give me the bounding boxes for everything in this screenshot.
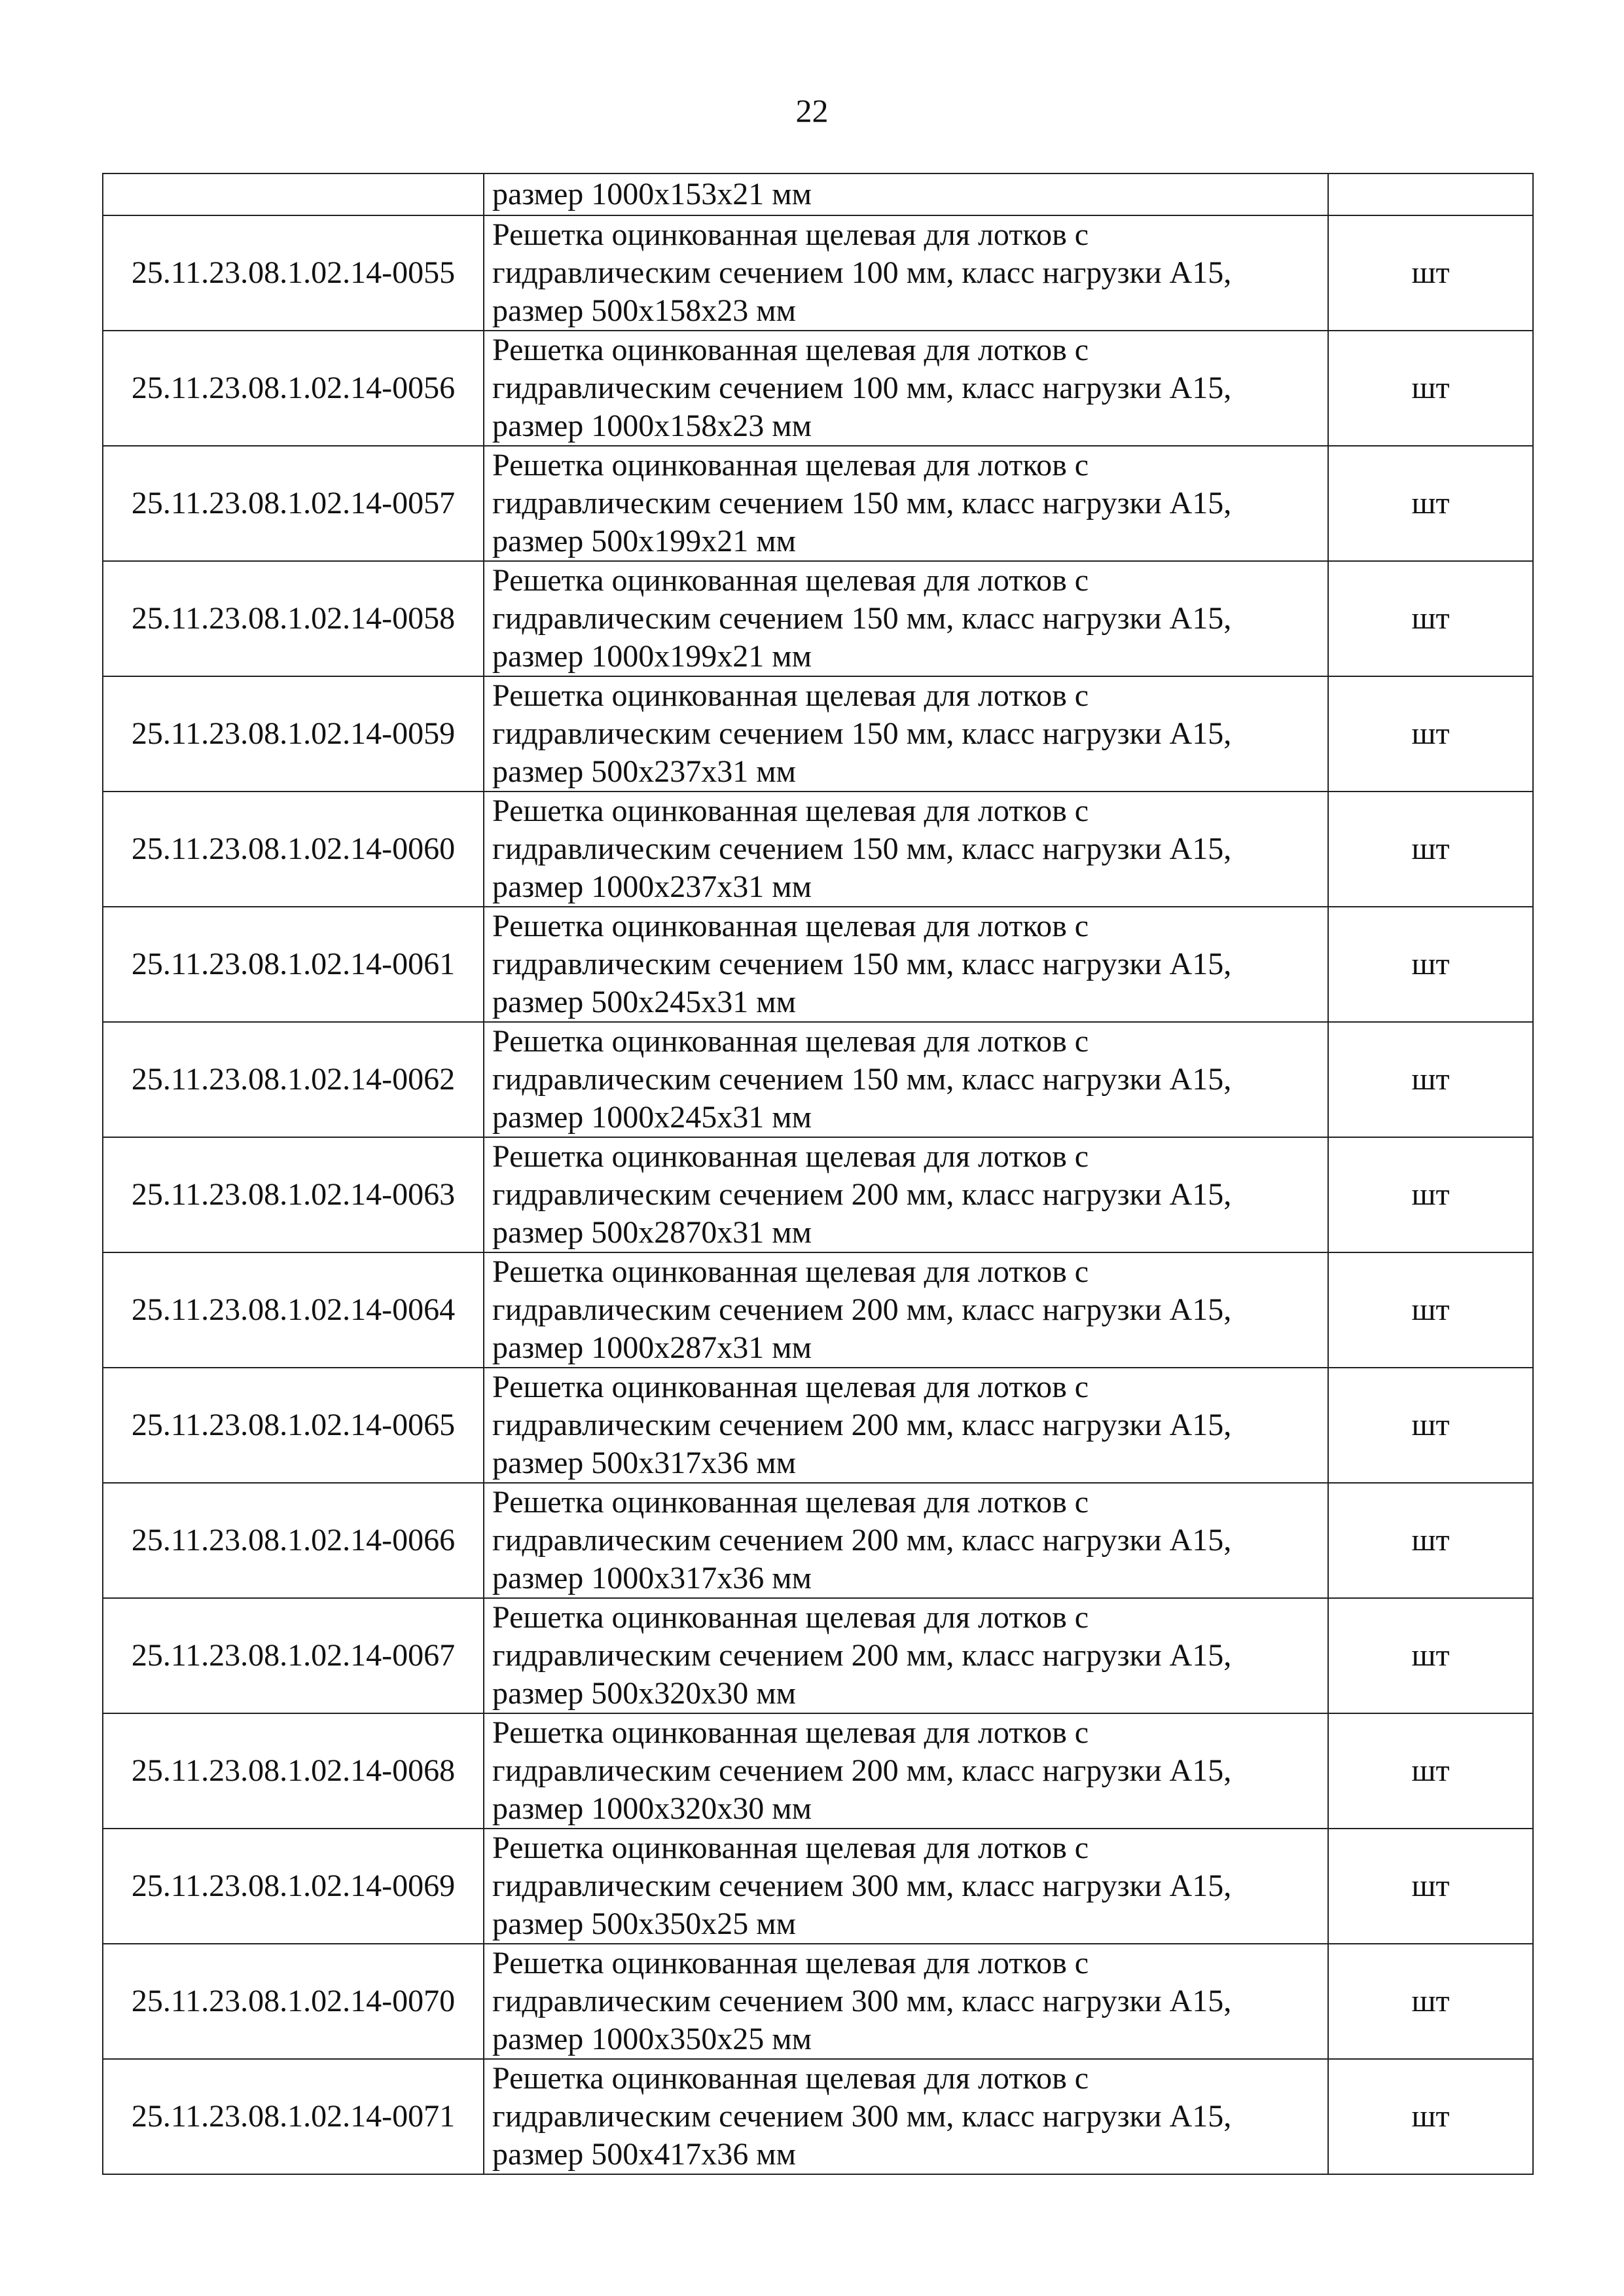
code-cell: 25.11.23.08.1.02.14-0061	[103, 907, 484, 1022]
code-cell: 25.11.23.08.1.02.14-0063	[103, 1137, 484, 1252]
table-row	[103, 446, 1533, 561]
description-line: Решетка оцинкованная щелевая для лотков с	[492, 1139, 1089, 1174]
description-cell	[484, 907, 1328, 1022]
description-cell	[484, 1598, 1328, 1713]
description-line: Решетка оцинкованная щелевая для лотков с	[492, 909, 1089, 943]
unit-cell: шт	[1328, 1944, 1533, 2059]
description-line: Решетка оцинкованная щелевая для лотков с	[492, 1024, 1089, 1059]
unit-cell: шт	[1328, 1829, 1533, 1944]
description-line: гидравлическим сечением 150 мм, класс нагрузки А15,	[492, 947, 1232, 981]
code-cell: 25.11.23.08.1.02.14-0066	[103, 1483, 484, 1598]
description-line: гидравлическим сечением 300 мм, класс нагрузки А15,	[492, 2099, 1232, 2134]
code-cell: 25.11.23.08.1.02.14-0062	[103, 1022, 484, 1137]
table-row	[103, 1483, 1533, 1598]
description-line: размер 1000x350x25 мм	[492, 2022, 812, 2056]
description-line: гидравлическим сечением 150 мм, класс нагрузки А15,	[492, 831, 1232, 866]
table-row	[103, 1598, 1533, 1713]
description-line: размер 500x350x25 мм	[492, 1906, 797, 1941]
unit-cell: шт	[1328, 676, 1533, 792]
unit-cell: шт	[1328, 331, 1533, 446]
unit-cell: шт	[1328, 215, 1533, 331]
description-cell	[484, 1713, 1328, 1829]
resource-table	[102, 173, 1534, 2175]
table-row-continued	[103, 173, 1533, 215]
description-line: Решетка оцинкованная щелевая для лотков с	[492, 333, 1089, 367]
table-row	[103, 1829, 1533, 1944]
table-row	[103, 676, 1533, 792]
description-cell	[484, 1022, 1328, 1137]
description-line: Решетка оцинкованная щелевая для лотков с	[492, 1600, 1089, 1635]
description-line: Решетка оцинкованная щелевая для лотков с	[492, 1715, 1089, 1750]
description-line: гидравлическим сечением 200 мм, класс нагрузки А15,	[492, 1177, 1232, 1212]
code-cell	[103, 173, 484, 215]
description-line: Решетка оцинкованная щелевая для лотков с	[492, 1946, 1089, 1980]
unit-cell: шт	[1328, 907, 1533, 1022]
description-line: гидравлическим сечением 200 мм, класс нагрузки А15,	[492, 1523, 1232, 1558]
code-cell: 25.11.23.08.1.02.14-0057	[103, 446, 484, 561]
description-cell	[484, 561, 1328, 676]
table-row	[103, 331, 1533, 446]
description-cell	[484, 331, 1328, 446]
description-line: Решетка оцинкованная щелевая для лотков с	[492, 1831, 1089, 1865]
description-cell	[484, 1944, 1328, 2059]
table-row	[103, 1368, 1533, 1483]
code-cell: 25.11.23.08.1.02.14-0069	[103, 1829, 484, 1944]
description-line: размер 500x320x30 мм	[492, 1676, 797, 1711]
unit-cell: шт	[1328, 2059, 1533, 2174]
description-line: гидравлическим сечением 200 мм, класс нагрузки А15,	[492, 1753, 1232, 1788]
description-line: размер 1000x199x21 мм	[492, 639, 812, 674]
code-cell: 25.11.23.08.1.02.14-0055	[103, 215, 484, 331]
description-cell	[484, 792, 1328, 907]
description-cell	[484, 676, 1328, 792]
table-row	[103, 1022, 1533, 1137]
description-line: размер 1000x158x23 мм	[492, 409, 812, 443]
description-line: размер 1000x320x30 мм	[492, 1791, 812, 1826]
code-cell: 25.11.23.08.1.02.14-0065	[103, 1368, 484, 1483]
unit-cell: шт	[1328, 792, 1533, 907]
description-line: размер 500x317x36 мм	[492, 1446, 797, 1480]
unit-cell: шт	[1328, 446, 1533, 561]
table-row	[103, 1944, 1533, 2059]
unit-cell: шт	[1328, 1137, 1533, 1252]
description-cell	[484, 2059, 1328, 2174]
unit-cell: шт	[1328, 1022, 1533, 1137]
code-cell: 25.11.23.08.1.02.14-0067	[103, 1598, 484, 1713]
unit-cell: шт	[1328, 1713, 1533, 1829]
table-row	[103, 1252, 1533, 1368]
description-line: гидравлическим сечением 150 мм, класс нагрузки А15,	[492, 716, 1232, 751]
table-row	[103, 907, 1533, 1022]
description-line: Решетка оцинкованная щелевая для лотков с	[492, 2061, 1089, 2096]
description-line: Решетка оцинкованная щелевая для лотков с	[492, 448, 1089, 483]
description-line: Решетка оцинкованная щелевая для лотков с	[492, 217, 1089, 252]
table-row	[103, 1713, 1533, 1829]
description-line: размер 1000x237x31 мм	[492, 869, 812, 904]
description-cell	[484, 446, 1328, 561]
table-body	[103, 173, 1533, 2174]
description-line: гидравлическим сечением 100 мм, класс нагрузки А15,	[492, 371, 1232, 405]
code-cell: 25.11.23.08.1.02.14-0064	[103, 1252, 484, 1368]
description-line: Решетка оцинкованная щелевая для лотков с	[492, 678, 1089, 713]
description-cell	[484, 1137, 1328, 1252]
description-cell	[484, 1483, 1328, 1598]
description-cell	[484, 1252, 1328, 1368]
description-line: размер 500x237x31 мм	[492, 754, 797, 789]
description-line: гидравлическим сечением 200 мм, класс нагрузки А15,	[492, 1638, 1232, 1673]
code-cell: 25.11.23.08.1.02.14-0060	[103, 792, 484, 907]
description-cell: размер 1000x153x21 мм	[484, 173, 1328, 215]
description-line: Решетка оцинкованная щелевая для лотков с	[492, 563, 1089, 598]
description-line: размер 500x245x31 мм	[492, 985, 797, 1019]
description-cell	[484, 215, 1328, 331]
table-row	[103, 215, 1533, 331]
code-cell: 25.11.23.08.1.02.14-0068	[103, 1713, 484, 1829]
unit-cell: шт	[1328, 1368, 1533, 1483]
description-line: размер 1000x245x31 мм	[492, 1100, 812, 1135]
description-line: гидравлическим сечением 150 мм, класс нагрузки А15,	[492, 486, 1232, 520]
description-line: размер 1000x317x36 мм	[492, 1561, 812, 1595]
unit-cell: шт	[1328, 561, 1533, 676]
description-line: размер 500x417x36 мм	[492, 2137, 797, 2172]
table-row	[103, 2059, 1533, 2174]
description-line: Решетка оцинкованная щелевая для лотков с	[492, 793, 1089, 828]
description-line: размер 500x199x21 мм	[492, 524, 797, 558]
table-row	[103, 792, 1533, 907]
page-number: 22	[795, 92, 829, 129]
description-line: размер 500x2870x31 мм	[492, 1215, 812, 1250]
description-line: размер 1000x287x31 мм	[492, 1330, 812, 1365]
description-line: гидравлическим сечением 200 мм, класс нагрузки А15,	[492, 1292, 1232, 1327]
code-cell: 25.11.23.08.1.02.14-0058	[103, 561, 484, 676]
description-line: Решетка оцинкованная щелевая для лотков с	[492, 1254, 1089, 1289]
code-cell: 25.11.23.08.1.02.14-0070	[103, 1944, 484, 2059]
description-line: гидравлическим сечением 150 мм, класс нагрузки А15,	[492, 1062, 1232, 1097]
description-line: Решетка оцинкованная щелевая для лотков с	[492, 1370, 1089, 1404]
description-line: Решетка оцинкованная щелевая для лотков с	[492, 1485, 1089, 1520]
description-cell	[484, 1829, 1328, 1944]
description-line: гидравлическим сечением 100 мм, класс нагрузки А15,	[492, 255, 1232, 290]
unit-cell: шт	[1328, 1598, 1533, 1713]
unit-cell: шт	[1328, 1483, 1533, 1598]
table-row	[103, 561, 1533, 676]
description-line: размер 500x158x23 мм	[492, 293, 797, 328]
unit-cell	[1328, 173, 1533, 215]
description-line: гидравлическим сечением 300 мм, класс нагрузки А15,	[492, 1984, 1232, 2018]
code-cell: 25.11.23.08.1.02.14-0056	[103, 331, 484, 446]
description-line: гидравлическим сечением 200 мм, класс нагрузки А15,	[492, 1408, 1232, 1442]
description-line: гидравлическим сечением 150 мм, класс нагрузки А15,	[492, 601, 1232, 636]
table-row	[103, 1137, 1533, 1252]
unit-cell: шт	[1328, 1252, 1533, 1368]
code-cell: 25.11.23.08.1.02.14-0071	[103, 2059, 484, 2174]
code-cell: 25.11.23.08.1.02.14-0059	[103, 676, 484, 792]
description-cell	[484, 1368, 1328, 1483]
description-line: гидравлическим сечением 300 мм, класс нагрузки А15,	[492, 1868, 1232, 1903]
